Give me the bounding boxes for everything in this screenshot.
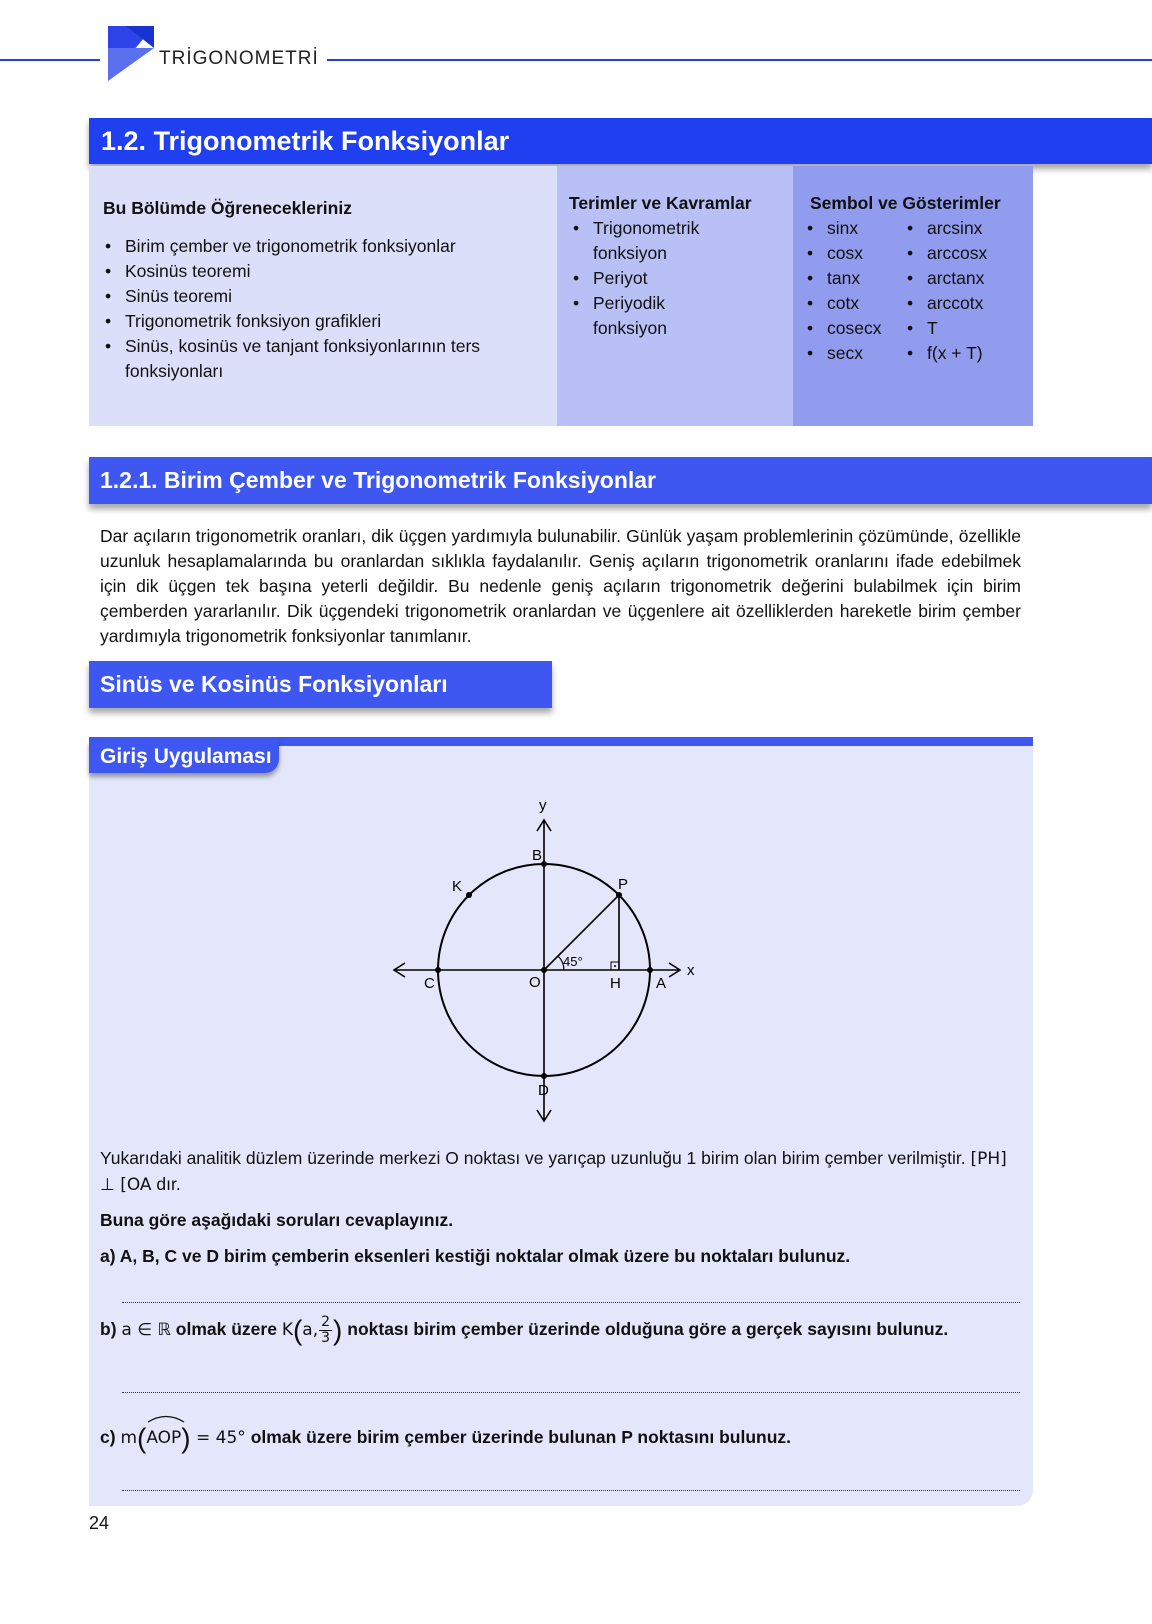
header-rule-right [327,59,1152,61]
symbols-list-1 [803,216,903,366]
label-p: P [618,876,629,893]
intro-paragraph: Dar açıların trigonometrik oranları, dik üçgen yardımıyla bulunabilir. Günlük yaşam problemlerinin çözümünde, özellikle uzunluk hesaplamalarında bu oranlardan sıklıkla faydalanılır. Geniş açıların trigonometrik oranlarını ifade edebilmek için dik üçgen tek başına yeterli değildir. Bu nedenle geniş açıların trigonometrik değerini bulabilmek için birim çemberden yararlanılır. Dik üçgendeki trigonometrik oranlardan ve üçgenlere ait özelliklerden hareketle birim çember yardımıyla trigonometrik fonksiyonlar tanımlanır. [100,526,1021,646]
fraction-denominator: 3 [321,1329,331,1346]
answer-line-c[interactable] [122,1490,1020,1491]
learn-box [89,166,557,426]
list-item: • Sinüs, kosinüs ve tanjant fonksiyonlarının ters fonksiyonları [101,334,521,384]
unit-circle-diagram [380,790,710,1130]
point-c [435,967,441,973]
question-c-label: c) [100,1427,116,1447]
label-o: O [529,974,541,991]
list-item: • cosecx [803,316,903,341]
question-b-a: a, [302,1320,319,1340]
question-c: c) m( AOP) = 45° olmak üzere birim çember üzerinde bulunan P noktasını bulunuz. [100,1420,791,1455]
point-k [466,892,472,898]
question-c-end: olmak üzere birim çember üzerinde bulunan P noktasını bulunuz. [250,1427,792,1447]
activity-tab: Giriş Uygulaması [89,740,279,773]
label-h: H [610,975,621,992]
section-title: 1.2. Trigonometrik Fonksiyonlar [89,118,1152,164]
list-item: • f(x + T) [903,341,1023,366]
question-b: b) a ∈ ℝ olmak üzere K(a, $\frac{2}{3}$ ) noktası birim çember üzerinde olduğuna göre a gerçek sayısını bulunuz. [100,1313,949,1346]
arc-hat-icon [146,1413,186,1423]
terms-list [569,216,709,341]
answer-line-a[interactable] [122,1302,1020,1303]
description-text: Yukarıdaki analitik düzlem üzerinde merkezi O noktası ve yarıçap uzunluğu 1 birim olan birim çember verilmiştir. [100,1148,971,1168]
questions-prompt: Buna göre aşağıdaki soruları cevaplayınız. [100,1210,454,1230]
question-b-label: b) [100,1319,117,1339]
list-item: • arctanx [903,266,1023,291]
label-k: K [452,878,463,895]
label-d: D [538,1082,549,1099]
question-b-set: a ∈ ℝ [121,1320,171,1340]
chapter-title: TRİGONOMETRİ [159,48,319,69]
activity-description [100,1146,1021,1198]
question-b-point: K [281,1320,293,1340]
label-b: B [532,847,543,864]
answer-line-b[interactable] [122,1392,1020,1393]
point-o [541,967,547,973]
list-item: • cosx [803,241,903,266]
learn-heading: Bu Bölümde Öğrenecekleriniz [103,198,352,218]
label-y: y [539,797,547,814]
topic-title: Sinüs ve Kosinüs Fonksiyonları [89,661,552,708]
list-item: • Kosinüs teoremi [101,259,521,284]
question-c-value: = 45° [190,1428,246,1448]
subsection-title: 1.2.1. Birim Çember ve Trigonometrik Fonksiyonlar [89,457,1152,504]
list-item: • arccotx [903,291,1023,316]
terms-box [557,166,793,426]
question-a: a) A, B, C ve D birim çemberin eksenleri kestiği noktalar olmak üzere bu noktaları bulunuz. [100,1246,851,1266]
symbols-list-2 [903,216,1023,366]
list-item: • Sinüs teoremi [101,284,521,309]
list-item: • arccosx [903,241,1023,266]
description-end: dır. [151,1174,181,1194]
list-item: • Trigonometrik fonksiyon grafikleri [101,309,521,334]
list-item: • cotx [803,291,903,316]
list-item: • arcsinx [903,216,1023,241]
symbols-heading: Sembol ve Gösterimler [810,193,1001,213]
question-b-mid: olmak üzere [175,1319,282,1339]
point-a [647,967,653,973]
question-c-arc: AOP [146,1421,181,1455]
list-item: • T [903,316,1023,341]
list-item: • secx [803,341,903,366]
list-item: • Birim çember ve trigonometrik fonksiyonlar [101,234,521,259]
perpendicular-expression: [PH] ⊥ [OA [100,1149,1007,1195]
fraction [319,1315,332,1346]
list-item: • Periyodik fonksiyon [569,291,709,341]
symbols-box [793,166,1033,426]
label-x: x [687,962,695,979]
label-c: C [424,975,435,992]
list-item: • tanx [803,266,903,291]
fraction-numerator: 2 [321,1313,331,1330]
list-item: • Periyot [569,266,709,291]
point-d [541,1073,547,1079]
label-a: A [656,975,667,992]
label-angle: 45° [563,954,583,969]
question-c-m: m [120,1428,137,1448]
page-number: 24 [89,1513,110,1533]
list-item: • sinx [803,216,903,241]
terms-heading: Terimler ve Kavramlar [569,193,752,213]
question-b-end: noktası birim çember üzerinde olduğuna göre a gerçek sayısını bulunuz. [347,1319,949,1339]
header-rule-left [0,59,100,61]
header-logo-icon [108,26,156,82]
learn-list [101,234,521,384]
list-item: • Trigonometrik fonksiyon [569,216,709,266]
